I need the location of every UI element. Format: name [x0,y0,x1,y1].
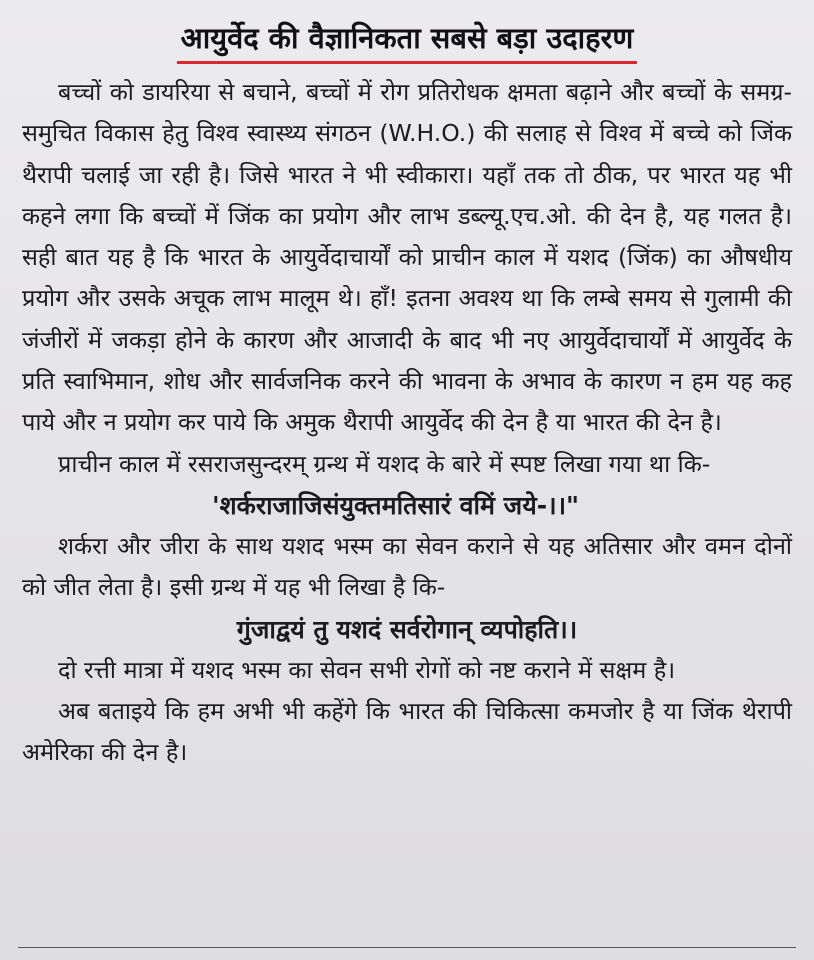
title-wrapper [22,18,792,64]
paragraph-1: बच्चों को डायरिया से बचाने, बच्चों में रोग प्रतिरोधक क्षमता बढ़ाने और बच्चों के समग्र-समुचित विकास हेतु विश्व स्वास्थ्य संगठन (W.H.O.) की सलाह से विश्व में बच्चे को जिंक थैरापी चलाई जा रही है। जिसे भारत ने भी स्वीकारा। यहाँ तक तो ठीक, पर भारत यह भी कहने लगा कि बच्चों में जिंक का प्रयोग और लाभ डब्ल्यू.एच.ओ. की देन है, यह गलत है। सही बात यह है कि भारत के आयुर्वेदाचार्यों को प्राचीन काल में यशद (जिंक) का औषधीय प्रयोग और उसके अचूक लाभ मालूम थे। हाँ! इतना अवश्य था कि लम्बे समय से गुलामी की जंजीरों में जकड़ा होने के कारण और आजादी के बाद भी नए आयुर्वेदाचार्यों में आयुर्वेद के प्रति स्वाभिमान, शोध और सार्वजनिक करने की भावना के अभाव के कारण न हम यह कह पाये और न प्रयोग कर पाये कि अमुक थैरापी आयुर्वेद की देन है या भारत की देन है। [22,78,792,437]
paragraph-5: अब बताइये कि हम अभी भी कहेंगे कि भारत की चिकित्सा कमजोर है या जिंक थेरापी अमेरिका की देन है। [22,696,792,767]
paragraph-2: प्राचीन काल में रसराजसुन्दरम् ग्रन्थ में यशद के बारे में स्पष्ट लिखा गया था कि- [58,449,711,478]
shloka-2: गुंजाद्वयं तु यशदं सर्वरोगान् व्यपोहति।। [236,614,578,644]
paragraph-4: दो रत्ती मात्रा में यशद भस्म का सेवन सभी रोगों को नष्ट कराने में सक्षम है। [58,655,676,684]
bottom-rule [18,947,796,948]
paragraph-3: शर्करा और जीरा के साथ यशद भस्म का सेवन कराने से यह अतिसार और वमन दोनों को जीत लेता है। इसी ग्रन्थ में यह भी लिखा है कि- [22,531,792,602]
shloka-1: 'शर्कराजाजिसंयुक्तमतिसारं वमिं जये-।।" [212,490,580,520]
page-title: आयुर्वेद की वैज्ञानिकता सबसे बड़ा उदाहरण [177,18,638,64]
